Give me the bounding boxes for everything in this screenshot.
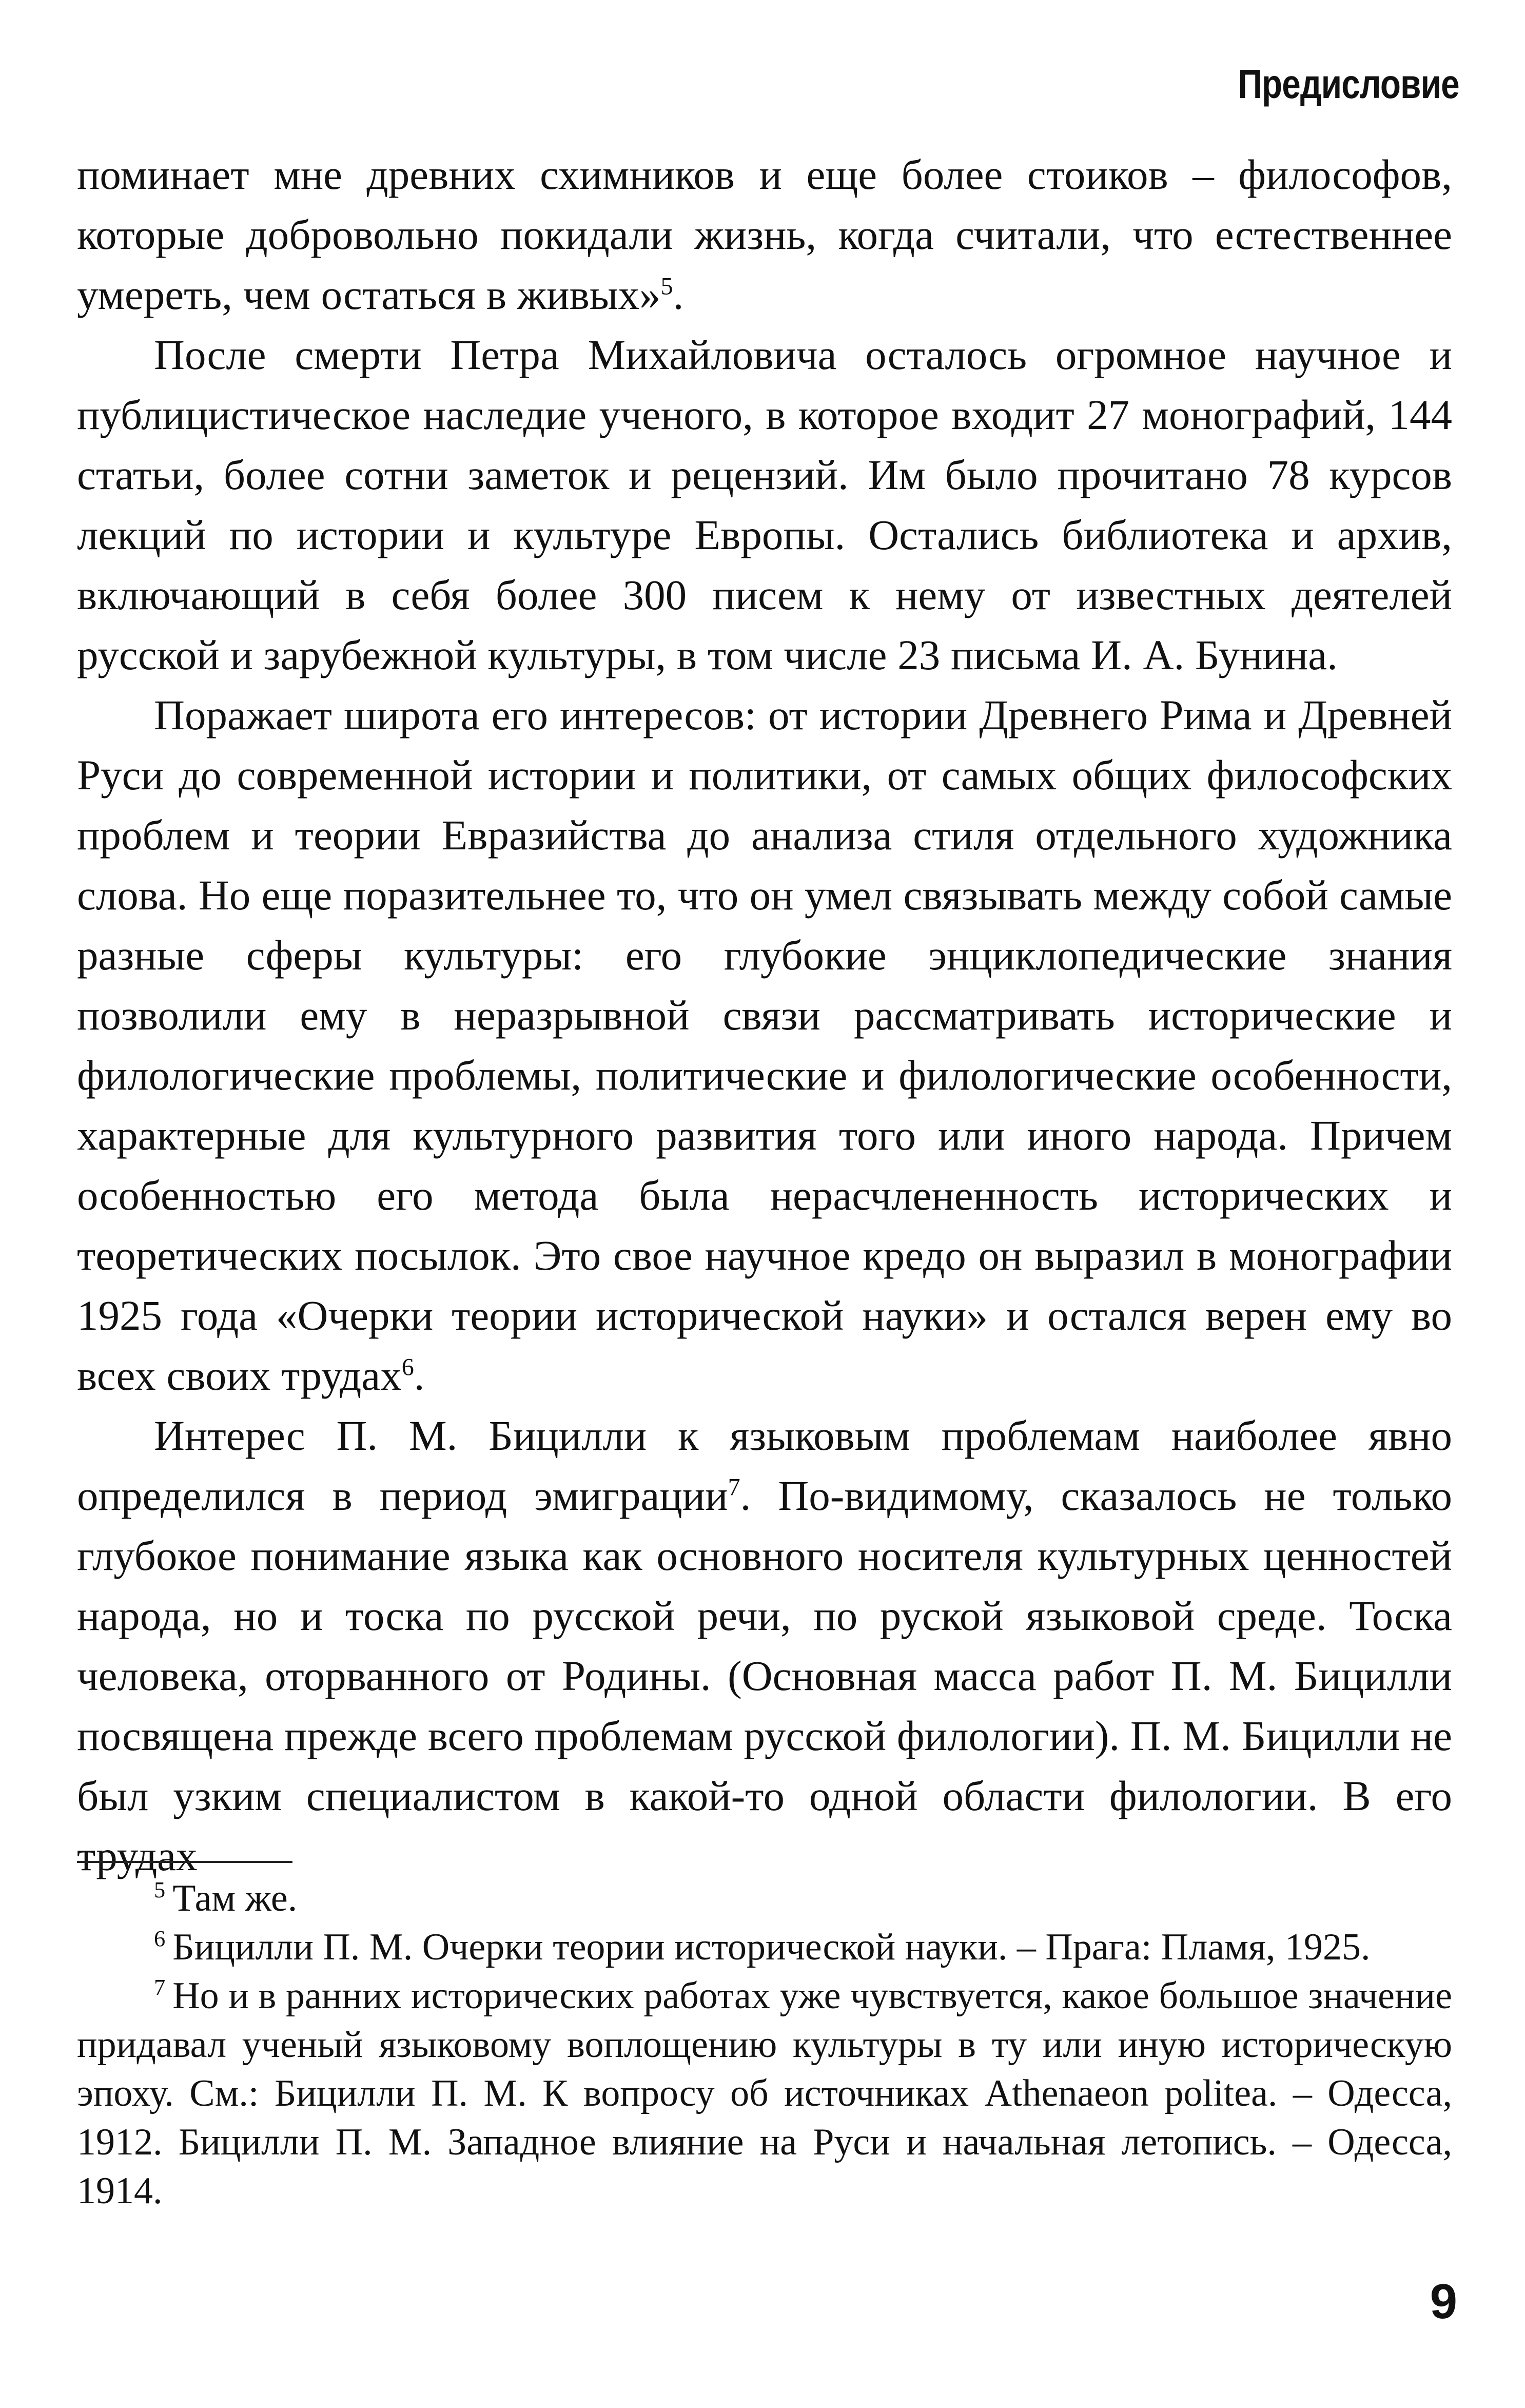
footnote (77, 1923, 1452, 1972)
footnote-text: Там же. (172, 1877, 298, 1919)
main-text (77, 145, 1452, 1886)
paragraph (77, 325, 1452, 685)
text-segment: Интерес П. М. Бицилли к языковым проблемам наиболее явно определился в период эмиграции (77, 1412, 1452, 1519)
footnote (77, 1972, 1452, 2216)
footnotes (77, 1874, 1452, 2216)
text-segment: . (414, 1352, 425, 1399)
text-segment: поминает мне древних схимников и еще более стоиков – философов, которые добровольно покидали жизнь, когда считали, что естественнее умереть, чем остаться в живых» (77, 151, 1452, 318)
footnote-number: 6 (154, 1926, 166, 1952)
footnote-separator (77, 1861, 292, 1863)
page-number: 9 (1430, 2274, 1457, 2329)
text-segment: . По-видимому, сказалось не только глубокое понимание языка как основного носителя культурных ценностей народа, но и тоска по русской речи, по руской языковой среде. Тоска человека, оторванного от Родины. (Основная масса работ П. М. Бицилли посвящена прежде всего проблемам русской филологии). П. М. Бицилли не был узким специалистом в какой-то одной области филологии. В его трудах (77, 1472, 1452, 1879)
text-segment: . (673, 271, 684, 318)
footnote-number: 7 (154, 1974, 166, 2001)
paragraph (77, 145, 1452, 325)
running-head: Предисловие (1238, 61, 1459, 107)
footnote (77, 1874, 1452, 1923)
footnote-ref[interactable]: 7 (728, 1473, 740, 1501)
paragraph (77, 685, 1452, 1406)
footnote-ref[interactable]: 5 (660, 273, 673, 300)
text-segment: Поражает широта его интересов: от истории Древнего Рима и Древней Руси до современной истории и политики, от самых общих философских проблем и теории Евразийства до анализа стиля отдельного художника слова. Но еще поразительнее то, что он умел связывать между собой самые разные сферы культуры: его глубокие энциклопедические знания позволили ему в неразрывной связи рассматривать исторические и филологические проблемы, политические и филологические особенности, характерные для культурного развития того или иного народа. Причем особенностью его метода была нерасчлененность исторических и теоретических посылок. Это свое научное кредо он выразил в монографии 1925 года «Очерки теории исторической науки» и остался верен ему во всех своих трудах (77, 691, 1452, 1399)
footnote-text: Но и в ранних исторических работах уже чувствуется, какое большое значение придавал ученый языковому воплощению культуры в ту или иную историческую эпоху. См.: Бицилли П. М. К вопросу об источниках Athenaeon politea. – Одесса, 1912. Бицилли П. М. Западное влияние на Руси и начальная летопись. – Одесса, 1914. (77, 1975, 1452, 2212)
footnote-number: 5 (154, 1877, 166, 1903)
footnote-text: Бицилли П. М. Очерки теории исторической науки. – Прага: Пламя, 1925. (172, 1926, 1371, 1968)
text-segment: После смерти Петра Михайловича осталось огромное научное и публицистическое наследие ученого, в которое входит 27 монографий, 144 статьи, более сотни заметок и рецензий. Им было прочитано 78 курсов лекций по истории и культуре Европы. Остались библиотека и архив, включающий в себя более 300 писем к нему от известных деятелей русской и зарубежной культуры, в том числе 23 письма И. А. Бунина. (77, 331, 1452, 678)
footnote-ref[interactable]: 6 (401, 1353, 414, 1381)
paragraph (77, 1406, 1452, 1886)
